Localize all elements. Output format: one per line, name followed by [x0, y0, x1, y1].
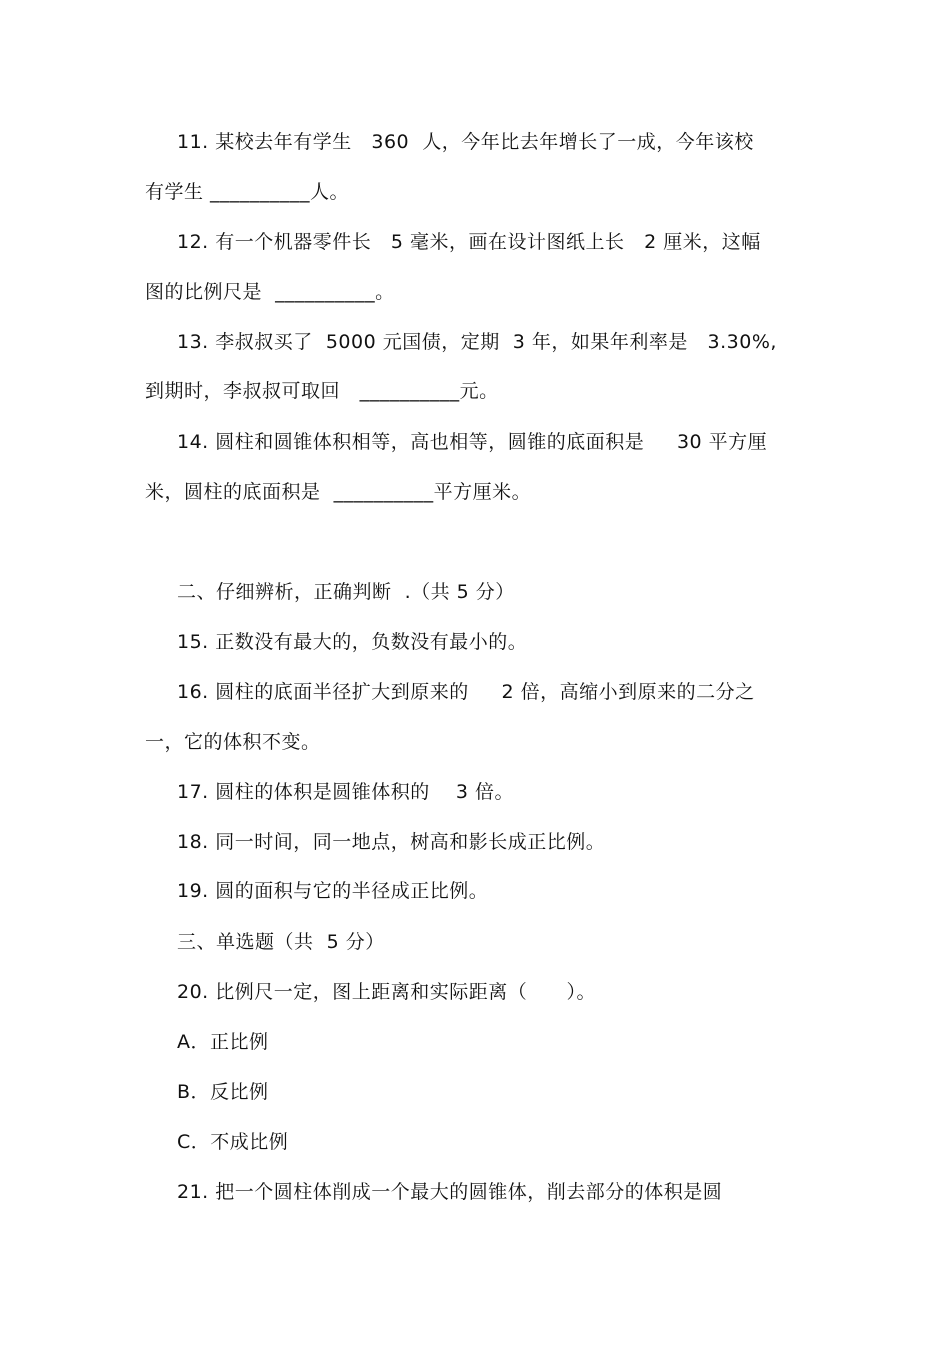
question-15: 15. 正数没有最大的，负数没有最小的。	[177, 631, 528, 653]
question-13-line-1: 13. 李叔叔买了 5000 元国债，定期 3 年，如果年利率是 3.30%,	[177, 331, 777, 353]
question-11-line-2: 有学生 __________人。	[145, 181, 350, 203]
section-3-heading: 三、单选题（共 5 分）	[177, 931, 385, 953]
question-14-line-1: 14. 圆柱和圆锥体积相等，高也相等，圆锥的底面积是 30 平方厘	[177, 431, 768, 453]
question-21-line-1: 21. 把一个圆柱体削成一个最大的圆锥体，削去部分的体积是圆	[177, 1181, 723, 1203]
question-17: 17. 圆柱的体积是圆锥体积的 3 倍。	[177, 781, 515, 803]
option-b: B．反比例	[177, 1081, 269, 1103]
question-11-line-1: 11. 某校去年有学生 360 人，今年比去年增长了一成，今年该校	[177, 131, 754, 153]
question-16-line-1: 16. 圆柱的底面半径扩大到原来的 2 倍，高缩小到原来的二分之	[177, 681, 755, 703]
section-2-heading: 二、仔细辨析，正确判断 .（共 5 分）	[177, 581, 515, 603]
question-16-line-2: 一，它的体积不变。	[145, 731, 321, 753]
question-13-line-2: 到期时，李叔叔可取回 __________元。	[145, 380, 499, 402]
question-20: 20. 比例尺一定，图上距离和实际距离（ ）。	[177, 981, 596, 1003]
question-12-line-1: 12. 有一个机器零件长 5 毫米，画在设计图纸上长 2 厘米，这幅	[177, 231, 761, 253]
option-a: A．正比例	[177, 1031, 269, 1053]
question-14-line-2: 米，圆柱的底面积是 __________平方厘米。	[145, 481, 532, 503]
option-c: C．不成比例	[177, 1131, 289, 1153]
question-12-line-2: 图的比例尺是 __________。	[145, 281, 395, 303]
question-18: 18. 同一时间，同一地点，树高和影长成正比例。	[177, 831, 606, 853]
question-19: 19. 圆的面积与它的半径成正比例。	[177, 880, 489, 902]
